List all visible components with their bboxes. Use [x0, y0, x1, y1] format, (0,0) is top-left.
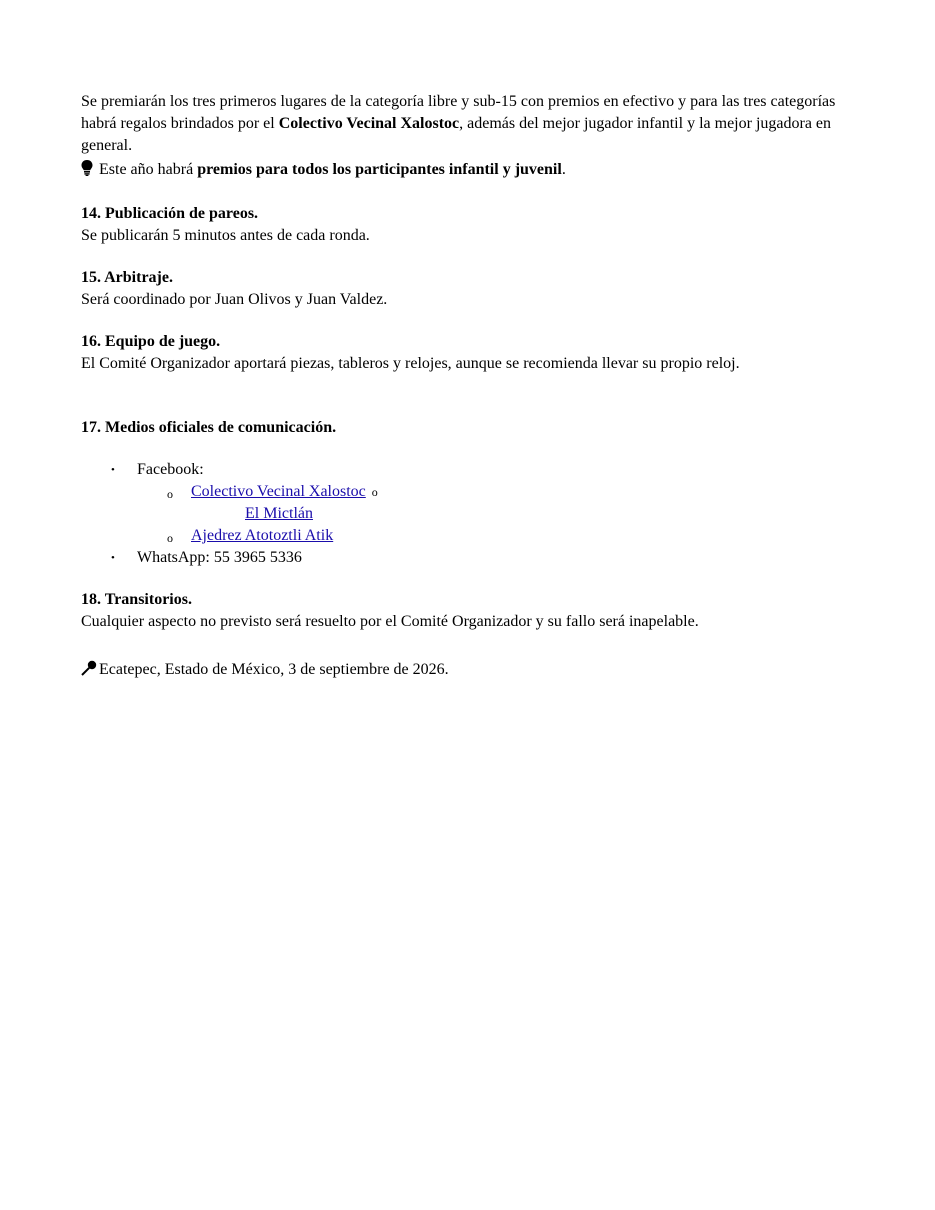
bullet-icon: • [111, 464, 115, 476]
pin-icon [81, 660, 99, 683]
communication-list [81, 459, 861, 569]
collective-name: Colectivo Vecinal Xalostoc [278, 115, 460, 132]
whatsapp-number: WhatsApp: 55 3965 5336 [137, 549, 302, 566]
section-14-heading: 14. Publicación de pareos. [81, 205, 259, 222]
link-el-mictlan[interactable]: El Mictlán [245, 505, 313, 522]
link-ajedrez-atotoztli-atik[interactable]: Ajedrez Atotoztli Atik [191, 527, 334, 544]
list-item-page [137, 481, 861, 525]
section-16-heading: 16. Equipo de juego. [81, 333, 221, 350]
list-item-whatsapp [81, 547, 861, 569]
highlight-prefix: Este año habrá [99, 161, 198, 178]
lightbulb-icon [81, 160, 99, 183]
section-14-body: Se publicarán 5 minutos antes de cada ronda. [81, 227, 370, 244]
link-colectivo-vecinal-xalostoc[interactable]: Colectivo Vecinal Xalostoc [191, 483, 366, 500]
footer-line [81, 659, 861, 683]
facebook-pages-list [137, 481, 861, 547]
section-18-heading: 18. Transitorios. [81, 591, 192, 608]
prizes-text-start: Se premiarán los tres primeros lugares de la categoría libre y sub-15 con premios en efectivo y para las tres categorías habrá regalos brindados por el [81, 93, 836, 132]
facebook-label: Facebook: [137, 461, 204, 478]
prizes-paragraph [81, 91, 861, 157]
sub-bullet-icon: o [371, 485, 378, 499]
prizes-text-end: , además del mejor jugador infantil y la mejor jugadora en general. [81, 115, 832, 154]
highlight-line [81, 159, 861, 183]
section-15-body: Será coordinado por Juan Olivos y Juan Valdez. [81, 291, 388, 308]
sub-bullet-icon: o [167, 531, 173, 545]
bullet-icon: • [111, 552, 115, 564]
list-item-page [137, 525, 861, 547]
section-15-heading: 15. Arbitraje. [81, 269, 173, 286]
section-18-body: Cualquier aspecto no previsto será resuelto por el Comité Organizador y su fallo será inapelable. [81, 613, 699, 630]
section-16-body: El Comité Organizador aportará piezas, tableros y relojes, aunque se recomienda llevar su propio reloj. [81, 355, 740, 372]
list-item-facebook [81, 459, 861, 547]
highlight-suffix: . [561, 161, 566, 178]
sub-bullet-icon: o [167, 487, 173, 501]
highlight-bold: premios para todos los participantes infantil y juvenil [197, 161, 562, 178]
section-17-heading: 17. Medios oficiales de comunicación. [81, 419, 337, 436]
footer-text: Ecatepec, Estado de México, 3 de septiembre de 2026. [99, 661, 449, 678]
document-page [81, 91, 861, 683]
